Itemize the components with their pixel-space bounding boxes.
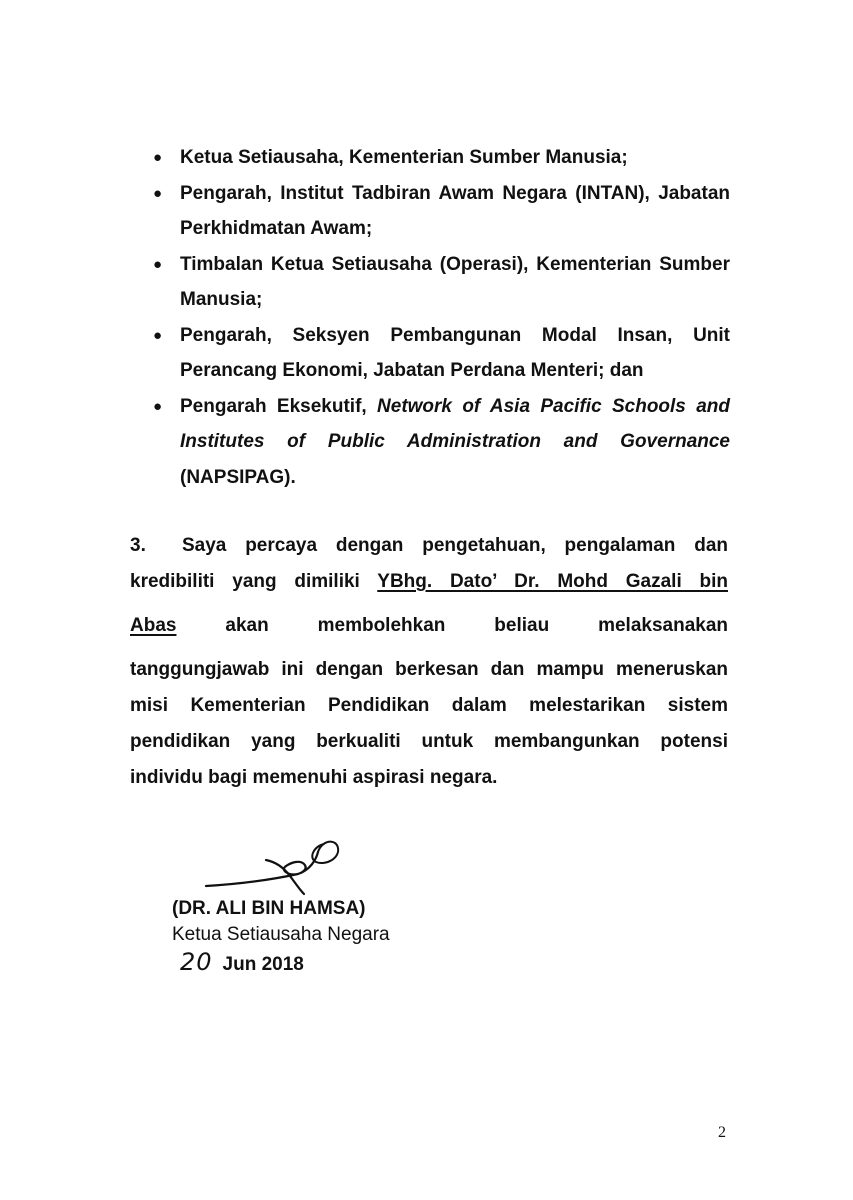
list-item — [150, 176, 730, 247]
list-item — [150, 140, 730, 176]
list-item-italic-text: Network of Asia Pacific Schools and Institutes of Public Administration and Governance — [180, 395, 730, 452]
list-item-text: Ketua Setiausaha, Kementerian Sumber Manusia; — [180, 147, 628, 168]
appointee-name: YBhg. Dato’ Dr. Mohd Gazali bin — [377, 571, 728, 592]
list-item-prefix: Pengarah Eksekutif, — [180, 395, 378, 417]
bullet-icon: ● — [153, 397, 163, 415]
paragraph-line: misi Kementerian Pendidikan dalam melestarikan sistem — [130, 695, 728, 716]
paragraph-line — [130, 528, 728, 564]
signature-day-handwritten: 20 — [180, 948, 213, 976]
handwritten-signature — [200, 832, 350, 900]
signature-month-year: Jun 2018 — [222, 954, 304, 975]
paragraph-line: tanggungjawab ini dengan berkesan dan mampu meneruskan — [130, 659, 728, 680]
paragraph-number: 3. — [130, 535, 146, 556]
bullet-icon: ● — [153, 149, 163, 166]
list-item — [150, 247, 730, 318]
paragraph-line: pendidikan yang berkualiti untuk membangunkan potensi — [130, 731, 728, 752]
signatory-title: Ketua Setiausaha Negara — [172, 924, 390, 945]
paragraph-line-text: kredibiliti yang dimiliki — [130, 571, 378, 592]
paragraph-3 — [130, 528, 728, 796]
bullet-icon: ● — [153, 255, 163, 273]
bullet-icon: ● — [153, 184, 163, 202]
paragraph-line — [130, 608, 728, 652]
page-number: 2 — [718, 1124, 726, 1141]
list-item-suffix: (NAPSIPAG). — [180, 466, 296, 488]
paragraph-line-text: Saya percaya dengan pengetahuan, pengalaman dan — [182, 535, 728, 556]
list-item — [150, 389, 730, 496]
appointment-list — [150, 140, 730, 495]
signature-date — [172, 948, 390, 979]
signatory-block — [172, 896, 390, 979]
list-item-text: Timbalan Ketua Setiausaha (Operasi), Kementerian Sumber Manusia; — [180, 253, 730, 310]
appointee-name-surname: Abas — [130, 615, 177, 636]
paragraph-line — [130, 564, 728, 608]
paragraph-line: individu bagi memenuhi aspirasi negara. — [130, 767, 498, 788]
paragraph-line-text: akan membolehkan beliau melaksanakan — [225, 615, 728, 636]
list-item-text: Pengarah, Seksyen Pembangunan Modal Insan, Unit Perancang Ekonomi, Jabatan Perdana Menteri; dan — [180, 324, 730, 381]
signatory-name: (DR. ALI BIN HAMSA) — [172, 898, 366, 919]
list-item — [150, 318, 730, 389]
list-item-text: Pengarah, Institut Tadbiran Awam Negara (INTAN), Jabatan Perkhidmatan Awam; — [180, 182, 730, 239]
bullet-icon: ● — [153, 326, 163, 344]
